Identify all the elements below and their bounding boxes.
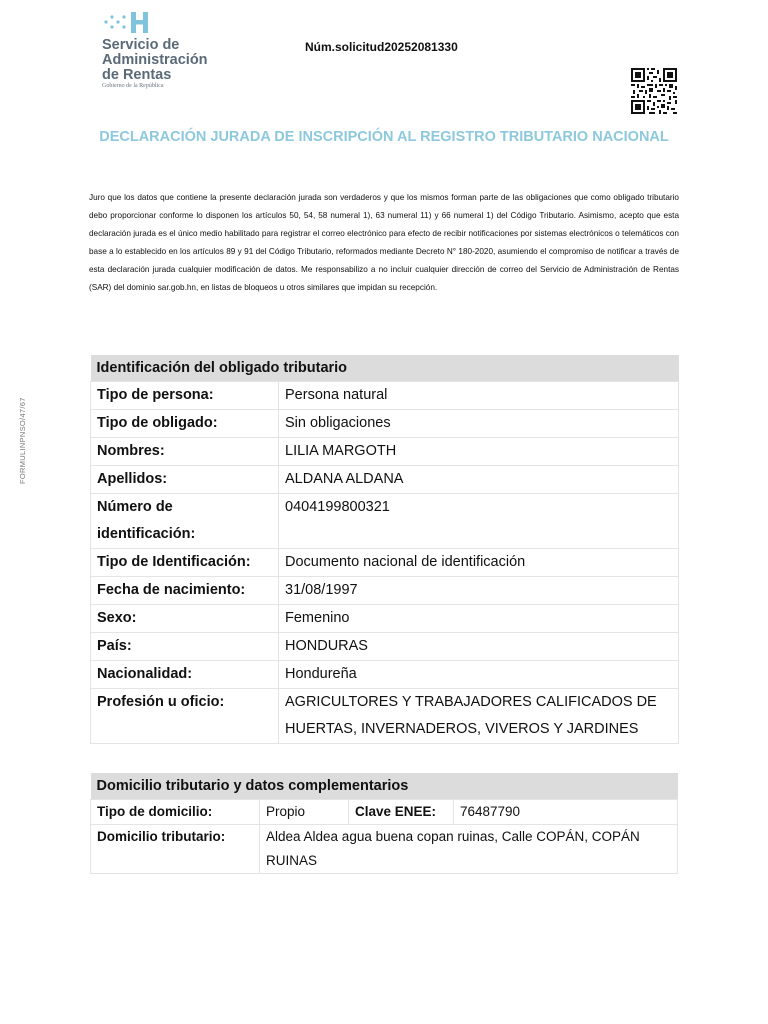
row-label: Tipo de obligado: [91, 410, 279, 438]
table-row [91, 466, 679, 494]
form-code: FORMULINPNSO/47/67 [18, 397, 27, 484]
table-row [91, 382, 679, 410]
identificacion-heading: Identificación del obligado tributario [91, 355, 679, 382]
row-value: 31/08/1997 [279, 577, 679, 605]
row-value: Hondureña [279, 661, 679, 689]
clave-enee-value: 76487790 [454, 800, 678, 825]
row-value: 0404199800321 [279, 494, 679, 549]
table-row [91, 438, 679, 466]
logo-line-3: de Rentas [102, 67, 172, 83]
logo-subtitle: Gobierno de la República [102, 83, 164, 89]
table-row [91, 633, 679, 661]
row-value: Sin obligaciones [279, 410, 679, 438]
document-title: DECLARACIÓN JURADA DE INSCRIPCIÓN AL REGISTRO TRIBUTARIO NACIONAL [99, 129, 669, 145]
row-label: Apellidos: [91, 466, 279, 494]
logo-line-1: Servicio de [102, 37, 180, 53]
row-value: Documento nacional de identificación [279, 549, 679, 577]
table-row [91, 410, 679, 438]
row-value: HONDURAS [279, 633, 679, 661]
clave-enee-label: Clave ENEE: [349, 800, 454, 825]
row-label: Fecha de nacimiento: [91, 577, 279, 605]
table-row [91, 661, 679, 689]
table-row [91, 549, 679, 577]
domicilio-table [90, 773, 678, 874]
solicitud-number: Núm.solicitud20252081330 [305, 40, 458, 54]
domicilio-tributario-label: Domicilio tributario: [91, 825, 260, 874]
row-value: Femenino [279, 605, 679, 633]
row-value: ALDANA ALDANA [279, 466, 679, 494]
domicilio-tributario-value: Aldea Aldea agua buena copan ruinas, Calle COPÁN, COPÁN RUINAS [260, 825, 678, 874]
qr-code-icon [631, 68, 677, 114]
declaration-paragraph: Juro que los datos que contiene la presente declaración jurada son verdaderos y que los mismos forman parte de las obligaciones que como obligado tributario debo proporcionar conforme lo disponen los artículos 50, 54, 58 numeral 1), 63 numeral 11) y 66 numeral 1) del Código Tributario. Asimismo, acepto que esta declaración jurada es el único medio habilitado para registrar el correo electrónico para efecto de recibir notificaciones por sistemas electrónicos o telemáticos con base a lo establecido en los artículos 89 y 91 del Código Tributario, reformados mediante Decreto N° 180-2020, asumiendo el compromiso de notificar a través de esta declaración jurada cualquier modificación de datos. Me responsabilizo a no incluir cualquier dirección de correo del Servicio de Administración de Rentas (SAR) del dominio sar.gob.hn, en listas de bloqueos u otros similares que impidan su recepción. [89, 193, 679, 292]
row-label: Nombres: [91, 438, 279, 466]
table-row [91, 605, 679, 633]
row-label: Profesión u oficio: [91, 689, 279, 744]
row-label: País: [91, 633, 279, 661]
row-label: Tipo de Identificación: [91, 549, 279, 577]
table-row [91, 800, 678, 825]
tipo-domicilio-value: Propio [260, 800, 349, 825]
logo-wordmark [102, 38, 252, 83]
row-value: LILIA MARGOTH [279, 438, 679, 466]
table-row [91, 494, 679, 549]
identificacion-table [90, 355, 679, 744]
tipo-domicilio-label: Tipo de domicilio: [91, 800, 260, 825]
table-row [91, 689, 679, 744]
row-label: Sexo: [91, 605, 279, 633]
row-value: AGRICULTORES Y TRABAJADORES CALIFICADOS DE HUERTAS, INVERNADEROS, VIVEROS Y JARDINES [279, 689, 679, 744]
table-row [91, 825, 678, 874]
domicilio-heading: Domicilio tributario y datos complementarios [91, 773, 678, 800]
row-label: Número de identificación: [91, 494, 279, 549]
sar-logo [88, 10, 248, 94]
row-label: Tipo de persona: [91, 382, 279, 410]
table-row [91, 577, 679, 605]
row-label: Nacionalidad: [91, 661, 279, 689]
logo-line-2: Administración [102, 52, 208, 68]
logo-h-icon [102, 10, 162, 38]
row-value: Persona natural [279, 382, 679, 410]
